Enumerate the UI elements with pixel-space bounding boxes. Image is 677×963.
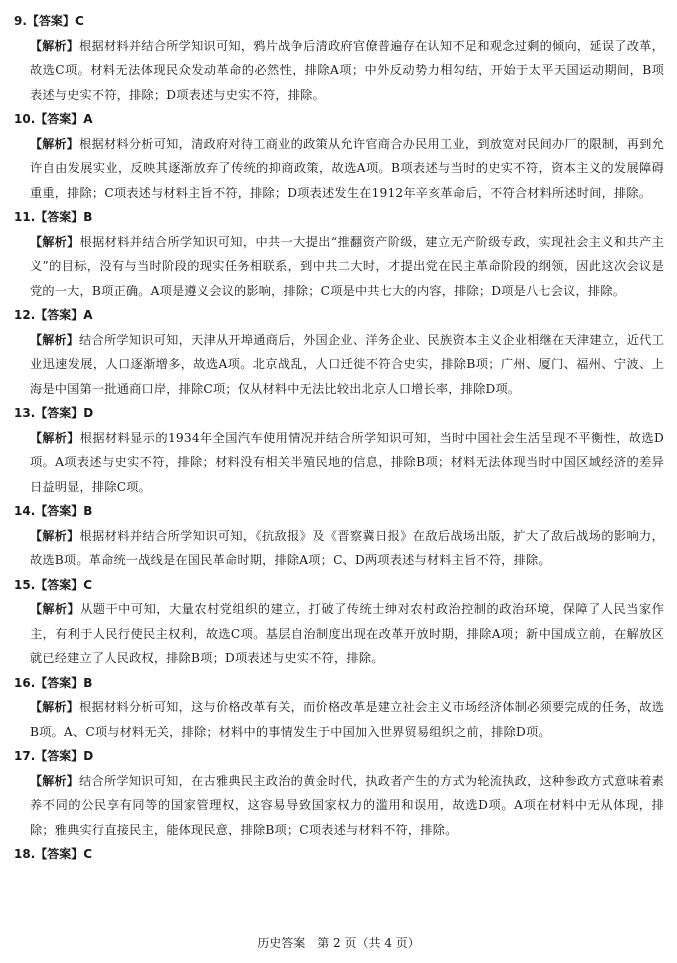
question-number: 16. xyxy=(14,675,36,690)
analysis-text: 根据材料分析可知，清政府对待工商业的政策从允许官商合办民用工业，到放宽对民间办厂的限制，再到允许自由发展实业，反映其逐渐放弃了传统的抑商政策，故选A项。B项表述与当时的史实不符，资本主义的发展障碍重重，排除；C项表述与材料主旨不符，排除；D项表述发生在1912年辛亥革命后，不符合材料所述时间，排除。 xyxy=(30,136,664,200)
question-number: 17. xyxy=(14,749,36,763)
answer-line xyxy=(14,107,664,132)
question-item xyxy=(14,671,664,745)
answer-label: 【答案】 xyxy=(35,577,84,592)
question-item xyxy=(14,9,664,107)
answer-value: B xyxy=(83,210,93,224)
analysis-text: 根据材料并结合所学知识可知，中共一大提出“推翻资产阶级，建立无产阶级专政，实现社会主义和共产主义”的目标，没有与当时阶段的现实任务相联系，到中共二大时，才提出党在民主革命阶段的纲领，因此这次会议是党的一大，B项正确。A项是遵义会议的影响，排除；C项是中共七大的内容，排除；D项是八七会议，排除。 xyxy=(30,234,664,298)
analysis-paragraph xyxy=(30,230,664,304)
question-number: 10. xyxy=(14,112,36,126)
answer-line xyxy=(14,842,664,867)
answer-label: 【答案】 xyxy=(35,847,84,861)
analysis-label: 【解析】 xyxy=(30,136,80,151)
answer-label: 【答案】 xyxy=(26,14,75,28)
answer-value: D xyxy=(83,406,94,420)
answer-line xyxy=(14,9,664,34)
answer-label: 【答案】 xyxy=(35,406,84,420)
question-number: 14. xyxy=(14,504,36,518)
analysis-label: 【解析】 xyxy=(30,234,80,249)
answer-label: 【答案】 xyxy=(35,675,84,690)
question-number: 11. xyxy=(14,210,36,224)
analysis-paragraph xyxy=(30,34,664,108)
question-number: 18. xyxy=(14,847,36,861)
question-number: 15. xyxy=(14,577,36,592)
analysis-label: 【解析】 xyxy=(30,602,81,616)
question-item xyxy=(14,401,664,499)
analysis-text: 结合所学知识可知，天津从开埠通商后，外国企业、洋务企业、民族资本主义企业相继在天津建立，近代工业迅速发展，人口逐渐增多，故选A项。北京战乱，人口迁徙不符合史实，排除B项；广州、厦门、福州、宁波、上海是中国第一批通商口岸，排除C项；仅从材料中无法比较出北京人口增长率，排除D项。 xyxy=(30,332,664,396)
question-number: 9. xyxy=(14,14,27,28)
answer-line xyxy=(14,573,664,598)
analysis-text: 根据材料并结合所学知识可知，鸦片战争后清政府官僚普遍存在认知不足和观念过剩的倾向，延误了改革，故选C项。材料无法体现民众发动革命的必然性，排除A项；中外反动势力相勾结，开始于太平天国运动期间，B项表述与史实不符，排除；D项表述与史实不符，排除。 xyxy=(30,38,664,102)
answer-line xyxy=(14,205,664,230)
answer-list xyxy=(14,9,664,867)
analysis-paragraph xyxy=(30,695,664,744)
analysis-text: 根据材料分析可知，这与价格改革有关，而价格改革是建立社会主义市场经济体制必须要完成的任务，故选B项。A、C项与材料无关，排除；材料中的事情发生于中国加入世界贸易组织之前，排除D项。 xyxy=(30,700,664,739)
analysis-text: 从题干中可知，大量农村党组织的建立，打破了传统士绅对农村政治控制的政治环境，保障了人民当家作主，有利于人民行使民主权利，故选C项。基层自治制度出现在改革开放时期，排除A项；新中国成立前，在解放区就已经建立了人民政权，排除B项；D项表述与史实不符，排除。 xyxy=(30,602,664,665)
question-item xyxy=(14,107,664,205)
answer-label: 【答案】 xyxy=(35,210,84,224)
answer-line xyxy=(14,671,664,696)
answer-label: 【答案】 xyxy=(35,308,84,322)
question-number: 12. xyxy=(14,308,36,322)
analysis-label: 【解析】 xyxy=(30,38,80,53)
question-item xyxy=(14,573,664,671)
analysis-label: 【解析】 xyxy=(30,773,80,788)
analysis-paragraph xyxy=(30,328,664,402)
answer-line xyxy=(14,744,664,769)
answer-line xyxy=(14,303,664,328)
answer-label: 【答案】 xyxy=(35,504,84,518)
answer-value: C xyxy=(74,14,84,28)
page-footer: 历史答案 第 2 页（共 4 页） xyxy=(257,936,420,950)
question-item xyxy=(14,205,664,303)
analysis-label: 【解析】 xyxy=(30,700,80,714)
analysis-label: 【解析】 xyxy=(30,430,80,445)
analysis-paragraph xyxy=(30,769,664,843)
question-item xyxy=(14,303,664,401)
analysis-label: 【解析】 xyxy=(30,332,80,347)
answer-label: 【答案】 xyxy=(35,112,84,126)
answer-line xyxy=(14,401,664,426)
answer-value: C xyxy=(83,847,93,861)
answer-value: B xyxy=(83,504,93,518)
question-item xyxy=(14,744,664,842)
answer-value: A xyxy=(83,112,93,126)
answer-value: D xyxy=(83,749,94,763)
answer-value: A xyxy=(83,308,93,322)
question-item xyxy=(14,842,664,867)
analysis-text: 根据材料显示的1934年全国汽车使用情况并结合所学知识可知，当时中国社会生活呈现不平衡性，故选D项。A项表述与史实不符，排除；材料没有相关半殖民地的信息，排除B项；材料无法体现当时中国区域经济的差异日益明显，排除C项。 xyxy=(30,430,664,494)
analysis-paragraph xyxy=(30,426,664,500)
analysis-label: 【解析】 xyxy=(30,528,80,543)
answer-line xyxy=(14,499,664,524)
answer-value: B xyxy=(83,675,93,690)
analysis-paragraph xyxy=(30,524,664,573)
analysis-text: 根据材料并结合所学知识可知，《抗敌报》及《晋察冀日报》在敌后战场出版，扩大了敌后战场的影响力，故选B项。革命统一战线是在国民革命时期，排除A项；C、D两项表述与材料主旨不符，排除。 xyxy=(30,528,664,567)
analysis-text: 结合所学知识可知，在古雅典民主政治的黄金时代，执政者产生的方式为轮流执政，这种参政方式意味着素养不同的公民享有同等的国家管理权，这容易导致国家权力的滥用和误用，故选D项。A项在材料中无从体现，排除；雅典实行直接民主，能体现民意，排除B项；C项表述与材料不符，排除。 xyxy=(30,773,664,837)
analysis-paragraph xyxy=(30,132,664,206)
analysis-paragraph xyxy=(30,597,664,671)
answer-label: 【答案】 xyxy=(35,749,84,763)
answer-value: C xyxy=(83,577,93,592)
question-number: 13. xyxy=(14,406,36,420)
question-item xyxy=(14,499,664,573)
